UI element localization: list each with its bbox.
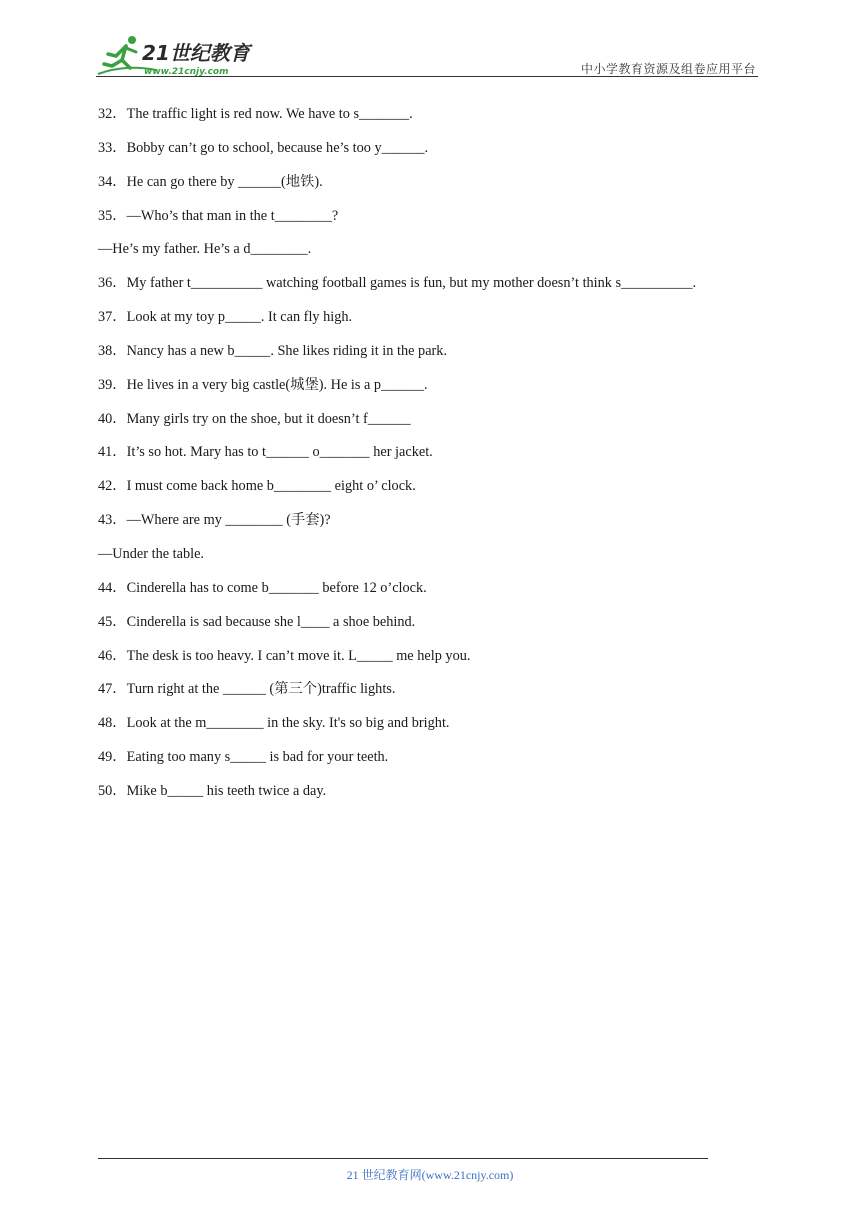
question-item: 44．Cinderella has to come b_______ before 12 o’clock. [98, 579, 427, 596]
page-header [96, 34, 758, 78]
question-item: 50．Mike b_____ his teeth twice a day. [98, 782, 327, 799]
logo [96, 34, 266, 78]
question-item: 34．He can go there by ______(地铁). [98, 173, 323, 190]
question-item: 33．Bobby can’t go to school, because he’s too y______. [98, 139, 429, 156]
question-item: 48．Look at the m________ in the sky. It's so big and bright. [98, 715, 450, 732]
footer-text: 21 世纪教育网(www.21cnjy.com) [346, 1168, 514, 1182]
question-list [98, 104, 778, 815]
question-item: 35．—Who’s that man in the t________? [98, 207, 339, 224]
logo-url-text: www.21cnjy.com [144, 67, 229, 77]
question-item: —He’s my father. He’s a d________. [98, 241, 312, 258]
question-item: 43．—Where are my ________ (手套)? [98, 512, 331, 529]
question-item: 47．Turn right at the ______ (第三个)traffic lights. [98, 681, 396, 698]
question-item: 40．Many girls try on the shoe, but it doesn’t f______ [98, 410, 411, 427]
question-item: 39．He lives in a very big castle(城堡). He is a p______. [98, 376, 428, 393]
question-item: 37．Look at my toy p_____. It can fly high. [98, 309, 353, 326]
header-platform-text: 中小学教育资源及组卷应用平台 [580, 62, 756, 76]
question-item: —Under the table. [98, 545, 204, 562]
header-divider [96, 76, 758, 77]
question-item: 36．My father t__________ watching football games is fun, but my mother doesn’t think s__________. [98, 275, 697, 292]
question-item: 41．It’s so hot. Mary has to t______ o_______ her jacket. [98, 444, 433, 461]
question-item: 49．Eating too many s_____ is bad for your teeth. [98, 749, 389, 766]
question-item: 42．I must come back home b________ eight o’ clock. [98, 478, 416, 495]
question-item: 46．The desk is too heavy. I can’t move it. L_____ me help you. [98, 647, 471, 664]
question-item: 32．The traffic light is red now. We have to s_______. [98, 106, 413, 122]
question-item: 45．Cinderella is sad because she l____ a shoe behind. [98, 613, 416, 630]
footer-divider [98, 1158, 708, 1159]
logo-text: 21世纪教育 [142, 41, 250, 65]
question-item: 38．Nancy has a new b_____. She likes riding it in the park. [98, 342, 448, 359]
